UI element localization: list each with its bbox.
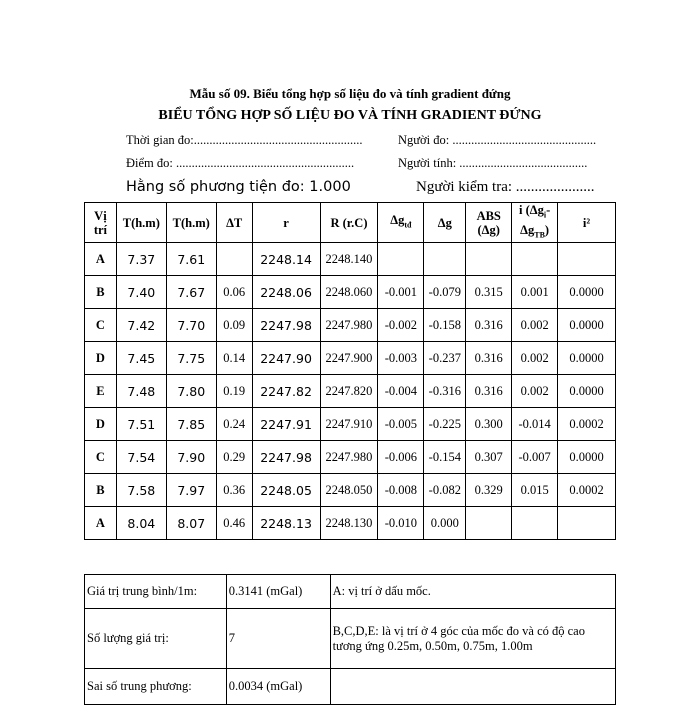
cell-position: C [85, 441, 117, 474]
summary-row [85, 669, 616, 705]
cell-r: 2247.91 [252, 408, 320, 441]
checker-field: Người kiểm tra: ..................... [416, 179, 595, 195]
cell-i-squared: 0.0000 [558, 375, 616, 408]
cell-delta-g-td: -0.004 [378, 375, 424, 408]
cell-time-1: 7.54 [116, 441, 166, 474]
header-position: Vị trí [85, 203, 117, 243]
instrument-constant: Hằng số phương tiện đo: 1.000 [126, 179, 351, 195]
cell-position: B [85, 474, 117, 507]
cell-delta-t: 0.19 [216, 375, 252, 408]
cell-delta-t [216, 243, 252, 276]
cell-position: A [85, 243, 117, 276]
observer-field: Người đo: .............................................. [398, 133, 597, 147]
cell-delta-g: -0.082 [424, 474, 466, 507]
cell-time-2: 8.07 [166, 507, 216, 540]
cell-i-squared: 0.0002 [558, 474, 616, 507]
summary-table [84, 574, 616, 705]
cell-time-1: 7.48 [116, 375, 166, 408]
cell-time-2: 7.85 [166, 408, 216, 441]
cell-delta-t: 0.29 [216, 441, 252, 474]
mean-label: Giá trị trung bình/1m: [85, 575, 227, 609]
cell-time-1: 7.58 [116, 474, 166, 507]
cell-delta-g-td: -0.003 [378, 342, 424, 375]
note-a: A: vị trí ở dấu mốc. [330, 575, 615, 609]
cell-i: -0.007 [512, 441, 558, 474]
table-row [85, 474, 616, 507]
cell-time-1: 7.42 [116, 309, 166, 342]
cell-delta-t: 0.36 [216, 474, 252, 507]
calculator-field: Người tính: ......................................... [398, 156, 588, 170]
cell-time-1: 7.37 [116, 243, 166, 276]
table-row [85, 408, 616, 441]
cell-delta-g: 0.000 [424, 507, 466, 540]
cell-r: 2248.06 [252, 276, 320, 309]
cell-time-2: 7.90 [166, 441, 216, 474]
form-title: Mẫu số 09. Biểu tổng hợp số liệu đo và tính gradient đứng [189, 86, 511, 101]
point-field: Điểm đo: ......................................................... [126, 156, 355, 170]
count-value: 7 [226, 609, 330, 669]
table-header-row [85, 203, 616, 243]
cell-i-squared: 0.0000 [558, 342, 616, 375]
table-row [85, 507, 616, 540]
cell-delta-t: 0.24 [216, 408, 252, 441]
mean-value: 0.3141 (mGal) [226, 575, 330, 609]
cell-time-2: 7.75 [166, 342, 216, 375]
cell-time-2: 7.70 [166, 309, 216, 342]
cell-abs: 0.300 [466, 408, 512, 441]
cell-delta-g: -0.154 [424, 441, 466, 474]
header-r-c: R (r.C) [320, 203, 378, 243]
cell-abs: 0.316 [466, 375, 512, 408]
cell-delta-g-td: -0.001 [378, 276, 424, 309]
cell-abs: 0.315 [466, 276, 512, 309]
cell-r: 2247.82 [252, 375, 320, 408]
cell-abs [466, 507, 512, 540]
cell-delta-g-td: -0.002 [378, 309, 424, 342]
cell-r-c: 2247.820 [320, 375, 378, 408]
cell-delta-g [424, 243, 466, 276]
cell-time-2: 7.97 [166, 474, 216, 507]
cell-delta-g-td [378, 243, 424, 276]
cell-delta-t: 0.09 [216, 309, 252, 342]
cell-r: 2247.90 [252, 342, 320, 375]
measurement-table [84, 202, 616, 540]
header-time-1: T(h.m) [116, 203, 166, 243]
rmse-value: 0.0034 (mGal) [226, 669, 330, 705]
cell-i: 0.002 [512, 309, 558, 342]
table-row [85, 342, 616, 375]
time-field: Thời gian đo:...................................................... [126, 133, 363, 147]
cell-delta-g: -0.225 [424, 408, 466, 441]
cell-r-c: 2248.050 [320, 474, 378, 507]
table-row [85, 276, 616, 309]
cell-abs: 0.316 [466, 309, 512, 342]
table-row [85, 243, 616, 276]
cell-position: D [85, 342, 117, 375]
header-time-2: T(h.m) [166, 203, 216, 243]
cell-abs [466, 243, 512, 276]
header-delta-t: ΔT [216, 203, 252, 243]
cell-position: C [85, 309, 117, 342]
cell-delta-g: -0.316 [424, 375, 466, 408]
cell-abs: 0.316 [466, 342, 512, 375]
summary-row [85, 609, 616, 669]
cell-r-c: 2248.140 [320, 243, 378, 276]
table-row [85, 375, 616, 408]
rmse-label: Sai số trung phương: [85, 669, 227, 705]
empty-cell [330, 669, 615, 705]
header-delta-g: Δg [424, 203, 466, 243]
cell-r-c: 2248.130 [320, 507, 378, 540]
cell-time-2: 7.61 [166, 243, 216, 276]
cell-time-1: 7.51 [116, 408, 166, 441]
cell-i-squared: 0.0002 [558, 408, 616, 441]
cell-position: D [85, 408, 117, 441]
cell-delta-g: -0.237 [424, 342, 466, 375]
cell-r-c: 2248.060 [320, 276, 378, 309]
cell-delta-g: -0.158 [424, 309, 466, 342]
table-row [85, 441, 616, 474]
cell-time-1: 7.45 [116, 342, 166, 375]
cell-i-squared: 0.0000 [558, 309, 616, 342]
cell-i: -0.014 [512, 408, 558, 441]
cell-r-c: 2247.980 [320, 309, 378, 342]
count-label: Số lượng giá trị: [85, 609, 227, 669]
cell-i: 0.002 [512, 375, 558, 408]
summary-row [85, 575, 616, 609]
cell-delta-g-td: -0.006 [378, 441, 424, 474]
cell-i [512, 507, 558, 540]
cell-r: 2248.13 [252, 507, 320, 540]
cell-i-squared [558, 507, 616, 540]
cell-delta-g-td: -0.008 [378, 474, 424, 507]
cell-i: 0.001 [512, 276, 558, 309]
cell-time-2: 7.67 [166, 276, 216, 309]
main-title: BIỂU TỔNG HỢP SỐ LIỆU ĐO VÀ TÍNH GRADIENT ĐỨNG [158, 108, 542, 123]
cell-position: B [85, 276, 117, 309]
cell-delta-g-td: -0.005 [378, 408, 424, 441]
cell-time-2: 7.80 [166, 375, 216, 408]
header-i-squared: i² [558, 203, 616, 243]
cell-i-squared: 0.0000 [558, 441, 616, 474]
cell-r: 2248.14 [252, 243, 320, 276]
cell-delta-t: 0.46 [216, 507, 252, 540]
cell-i-squared [558, 243, 616, 276]
cell-delta-t: 0.14 [216, 342, 252, 375]
cell-r: 2247.98 [252, 441, 320, 474]
table-row [85, 309, 616, 342]
cell-delta-g-td: -0.010 [378, 507, 424, 540]
header-delta-g-td: $\Delta g_{tđ}$ [378, 203, 424, 243]
cell-i-squared: 0.0000 [558, 276, 616, 309]
header-abs: ABS (Δg) [466, 203, 512, 243]
cell-i: 0.002 [512, 342, 558, 375]
cell-i [512, 243, 558, 276]
cell-r-c: 2247.980 [320, 441, 378, 474]
cell-r-c: 2247.910 [320, 408, 378, 441]
cell-delta-t: 0.06 [216, 276, 252, 309]
cell-r: 2247.98 [252, 309, 320, 342]
cell-time-1: 7.40 [116, 276, 166, 309]
cell-abs: 0.307 [466, 441, 512, 474]
cell-abs: 0.329 [466, 474, 512, 507]
cell-r: 2248.05 [252, 474, 320, 507]
cell-position: A [85, 507, 117, 540]
header-r: r [252, 203, 320, 243]
cell-r-c: 2247.900 [320, 342, 378, 375]
note-bcde: B,C,D,E: là vị trí ở 4 góc của mốc đo và có độ cao tương ứng 0.25m, 0.50m, 0.75m, 1.00m [330, 609, 615, 669]
cell-delta-g: -0.079 [424, 276, 466, 309]
cell-time-1: 8.04 [116, 507, 166, 540]
cell-position: E [85, 375, 117, 408]
cell-i: 0.015 [512, 474, 558, 507]
header-i: i ($\Delta g_i-$ $\Delta g_{TB}$) [512, 203, 558, 243]
